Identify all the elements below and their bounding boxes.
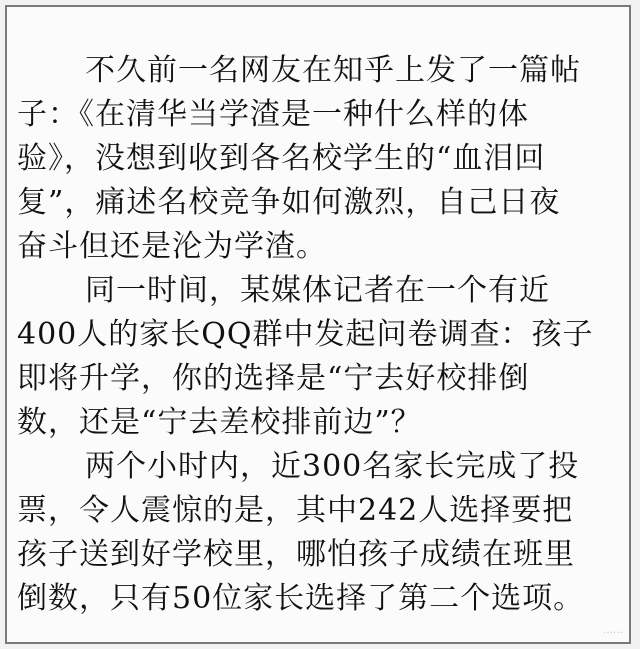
paragraph-2-line-3: 即将升学，你的选择是“宁去好校排倒	[17, 361, 530, 396]
paragraph-2-line-1: 同一时间，某媒体记者在一个有近	[85, 273, 550, 308]
paragraph-1-line-1: 不久前一名网友在知乎上发了一篇帖	[85, 53, 581, 88]
paragraph-1-line-2: 子：《在清华当学渣是一种什么样的体	[17, 97, 529, 132]
paragraph-3-line-2: 票，令人震惊的是，其中242人选择要把	[17, 493, 574, 528]
paragraph-1-line-5: 奋斗但还是沦为学渣。	[17, 229, 327, 264]
article-frame	[5, 5, 631, 644]
paragraph-1-line-3: 验》，没想到收到各名校学生的“血泪回	[17, 141, 546, 176]
paragraph-2-line-4: 数，还是“宁去差校排前边”？	[17, 405, 422, 440]
paragraph-3-line-4: 倒数，只有50位家长选择了第二个选项。	[17, 581, 585, 616]
watermark: ……	[603, 625, 623, 636]
paragraph-2-line-2: 400人的家长QQ群中发起问卷调查：孩子	[17, 317, 594, 352]
article-text	[17, 49, 617, 621]
paragraph-3-line-3: 孩子送到好学校里，哪怕孩子成绩在班里	[17, 537, 575, 572]
paragraph-1-line-4: 复”，痛述名校竞争如何激烈，自己日夜	[17, 185, 561, 220]
paragraph-3-line-1: 两个小时内，近300名家长完成了投	[85, 449, 580, 484]
